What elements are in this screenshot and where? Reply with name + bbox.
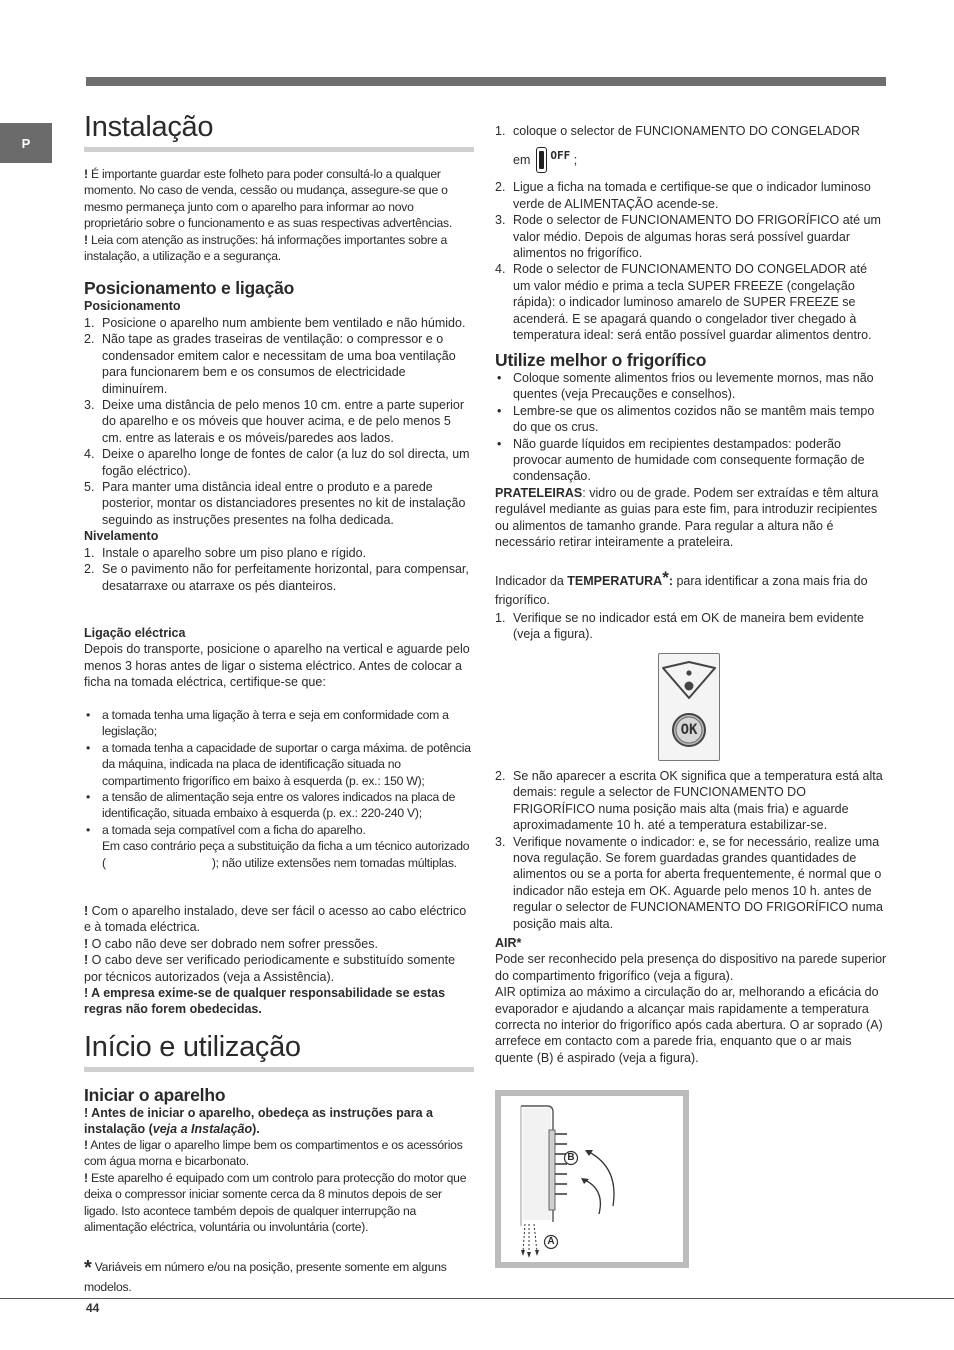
start-warning-end: ). (252, 1122, 260, 1137)
item-text: Posicione o aparelho num ambiente bem ventilado e não húmido. (102, 316, 466, 330)
temp-star: * (662, 568, 669, 587)
list-item (495, 834, 887, 932)
air-figure-panel (501, 1096, 683, 1262)
item-number: 2. (495, 180, 506, 195)
air-figure (495, 1090, 689, 1268)
warning-mark: ! (84, 167, 88, 181)
start-warning (84, 1105, 474, 1138)
warning-text: Com o aparelho instalado, deve ser fácil o acesso ao cabo eléctrico e à tomada eléctrica. (84, 904, 467, 935)
warning-text: O cabo não deve ser dobrado nem sofrer pressões. (88, 936, 378, 951)
list-item: • a tomada seja compatível com a ficha do aparelho. (84, 822, 474, 838)
list-item (495, 768, 887, 834)
item-text: coloque o selector de FUNCIONAMENTO DO CONGELADOR (513, 124, 861, 138)
intro-paragraph (84, 232, 474, 265)
air-text-1: Pode ser reconhecido pela presença do dispositivo na parede superior do compartimento frigorífico (veja a figura). (495, 952, 887, 983)
list-item: • a tomada tenha a capacidade de suportar o carga máxima. de potência da máquina, indicada na placa de identificação situada no compartimento frigorífico em baixo à esquerda (p. ex.: 150 W); (84, 740, 474, 789)
positioning-list-block (84, 315, 474, 594)
item-text: Se não aparecer a escrita OK significa que a temperatura está alta demais: regule a selector de FUNCIONAMENTO DO FRIGORÍFICO numa posição mais alta (mais fria) e aguarde aproximadamente 10 h. até a temperatura estabilizar-se. (513, 769, 883, 833)
temperature-steps-1 (495, 610, 887, 643)
top-rule (86, 77, 886, 86)
list-item (84, 397, 474, 446)
air-flow-illustration (501, 1096, 683, 1262)
item-number: 1. (84, 545, 95, 560)
title-installation: Instalação (84, 110, 474, 152)
electrical-continuation (84, 838, 474, 871)
start-warning-text: ! Antes de iniciar o aparelho, obedeça as instruções para a instalação ( (84, 1106, 433, 1137)
list-item (84, 315, 474, 331)
heading-start-appliance: Iniciar o aparelho (84, 1085, 226, 1105)
list-item (495, 610, 887, 643)
list-item (84, 479, 474, 528)
off-prefix: em (513, 153, 531, 168)
list-item (495, 123, 887, 173)
list-item: • Lembre-se que os alimentos cozidos não se mantêm mais tempo do que os crus. (495, 403, 887, 436)
note-text: Antes de ligar o aparelho limpe bem os compartimentos e os acessórios com água morna e bicarbonato. (84, 1138, 463, 1169)
note-text: Este aparelho é equipado com um controlo para protecção do motor que deixa o compressor iniciar somente cerca da 8 minutos depois de ser ligado. Isto acontece também depois de qualquer interrupção na alimentação eléctrica, voluntária ou involuntária (corte). (84, 1170, 467, 1235)
warning-mark: ! (84, 1138, 88, 1152)
thermometer-drop-icon (659, 654, 719, 760)
item-number: 3. (84, 398, 95, 413)
item-number: 1. (84, 316, 95, 330)
continuation-text: Em caso contrário peça a substituição da ficha a um técnico autorizado ( (102, 839, 470, 870)
footnote (84, 1258, 474, 1297)
warning-mark: ! (84, 1170, 88, 1185)
item-text: Ligue a ficha na tomada e certifique-se que o indicador luminoso verde de ALIMENTAÇÃO acende-se. (513, 180, 871, 211)
item-text: Deixe uma distância de pelo menos 10 cm. entre a parte superior do aparelho e os móveis que houver acima, e de pelo menos 5 cm. entre as laterais e os móveis/paredes aos lados. (102, 398, 464, 445)
list-item (495, 261, 887, 343)
footnote-paragraph (84, 1258, 474, 1297)
installation-intro (84, 166, 474, 264)
air-title: AIR* (495, 936, 522, 950)
bottom-rule (0, 1298, 954, 1299)
warning-mark: ! (84, 953, 89, 968)
item-number: 4. (84, 447, 95, 462)
heading-use-better: Utilize melhor o frigorífico (495, 350, 707, 370)
shelves-text: : vidro ou de grade. Podem ser extraídas e têm altura regulável mediante as guias para este fim, para introduzir recipientes ou alimentos de tamanho grande. Para regular a altura não é necessário retirar inteiramente a prateleira. (495, 485, 879, 550)
list-item (84, 331, 474, 397)
start-notes (84, 1137, 474, 1235)
note-paragraph (84, 1170, 474, 1236)
list-item: • a tomada tenha uma ligação à terra e seja em conformidade com a legislação; (84, 707, 474, 740)
off-suffix: ; (573, 153, 578, 168)
electrical-warnings (84, 903, 474, 1018)
section-start (84, 1030, 474, 1072)
item-number: 2. (495, 769, 506, 783)
list-item (84, 561, 474, 594)
item-text: Verifique se no indicador está em OK de maneira bem evidente (veja a figura). (513, 611, 864, 642)
list-item: • Não guarde líquidos em recipientes destampados: poderão provocar aumento de humidade com consequente formação de condensação. (495, 436, 887, 485)
item-text: Rode o selector de FUNCIONAMENTO DO FRIGORÍFICO até um valor médio. Depois de algumas horas será possível guardar alimentos no frigorífico. (513, 213, 881, 261)
title-start: Início e utilização (84, 1030, 474, 1072)
list-item (84, 446, 474, 479)
air-block (495, 935, 887, 1066)
page-number: 44 (86, 1301, 100, 1315)
item-number: 1. (495, 611, 506, 625)
temperature-intro (495, 568, 887, 610)
temp-prefix: Indicador da (495, 574, 568, 588)
item-text: Para manter uma distância ideal entre o produto e a parede posterior, montar os distanciadores presentes no kit de instalação seguindo as instruções presentes na folha dedicada. (102, 480, 466, 527)
warning-mark: ! (84, 232, 88, 247)
footnote-text: Variáveis em número e/ou na posição, presente somente em alguns modelos. (84, 1260, 447, 1294)
temp-label: TEMPERATURA (567, 574, 663, 588)
language-tab (0, 123, 52, 163)
use-bullet-list (495, 370, 887, 485)
electrical-text: Depois do transporte, posicione o aparelho na vertical e aguarde pelo menos 3 horas antes de ligar o sistema eléctrico. Antes de colocar a ficha na tomada eléctrica, certifique-se que: (84, 642, 470, 690)
list-item: • Coloque somente alimentos frios ou levemente mornos, mas não quentes (veja Precauções e conselhos). (495, 370, 887, 403)
item-number: 2. (84, 562, 95, 577)
intro-text: É importante guardar este folheto para poder consultá-lo a qualquer momento. No caso de venda, cessão ou mudança, assegure-se que o mesmo permaneça junto com o aparelho para informar ao novo proprietário sobre o funcionamento e as suas respectivas advertências. (84, 167, 452, 231)
electrical-bullets-block (84, 707, 474, 871)
section-installation (84, 110, 474, 152)
item-number: 2. (84, 332, 95, 347)
warning-paragraph (84, 903, 474, 936)
continuation-text: ); não utilize extensões nem tomadas múltiplas. (211, 855, 457, 870)
item-text: Rode o selector de FUNCIONAMENTO DO CONGELADOR até um valor médio e prima a tecla SUPER FREEZE (congelação rápida): o indicador luminoso amarelo de SUPER FREEZE se acenderá. E se apagará quando o congelador tiver chegado à temperatura ideal: será então possível guardar alimentos dentro. (513, 262, 872, 343)
footnote-star: * (84, 1257, 92, 1279)
ok-label: OK (680, 722, 698, 738)
temperature-steps-2 (495, 768, 887, 932)
temp-text: para identificar a zona mais fria do frigorífico. (495, 574, 868, 607)
air-label-a: A (547, 1236, 555, 1247)
item-text: Deixe o aparelho longe de fontes de calor (a luz do sol directa, um fogão eléctrico). (102, 447, 470, 478)
note-paragraph (84, 1137, 474, 1170)
leveling-list (84, 545, 474, 594)
item-number: 5. (84, 480, 95, 495)
start-steps-block (495, 123, 887, 343)
item-text: Se o pavimento não for perfeitamente horizontal, para compensar, desatarraxe ou atarraxe os pés dianteiros. (102, 562, 469, 593)
list-item (495, 179, 887, 212)
item-text: Não tape as grades traseiras de ventilação: o compressor e o condensador emitem calor e necessitam de uma boa ventilação para funcionarem bem e os consumos de electricidade diminuírem. (102, 332, 456, 396)
language-tab-label: P (21, 135, 31, 151)
electrical-bullet-list (84, 707, 474, 838)
subheading-positioning: Posicionamento (84, 299, 181, 313)
temperature-indicator-figure (658, 653, 720, 761)
shelves-label: PRATELEIRAS (495, 485, 583, 500)
intro-paragraph (84, 166, 474, 232)
heading-positioning: Posicionamento e ligação (84, 278, 295, 298)
shelves-paragraph (495, 485, 887, 551)
off-label: OFF (550, 149, 571, 163)
list-item (495, 212, 887, 261)
temp-colon: : (668, 574, 673, 588)
positioning-heading-block (84, 278, 474, 314)
start-steps-list (495, 123, 887, 343)
temperature-steps-block (495, 768, 887, 932)
item-text: Instale o aparelho sobre um piso plano e rígido. (102, 545, 367, 560)
use-block (495, 350, 887, 550)
item-number: 3. (495, 213, 506, 228)
electrical-block (84, 625, 474, 691)
warning-paragraph (84, 952, 474, 985)
warning-paragraph (84, 936, 474, 952)
list-item: • a tensão de alimentação seja entre os valores indicados na placa de identificação, situada embaixo à esquerda (p. ex.: 220-240 V); (84, 789, 474, 822)
warning-text: O cabo deve ser verificado periodicamente e substituído somente por técnicos autorizados (veja a Assistência). (84, 953, 456, 984)
item-number: 3. (495, 834, 506, 849)
intro-text: Leia com atenção as instruções: há informações importantes sobre a instalação, a utilização e a segurança. (84, 232, 448, 264)
list-item (84, 545, 474, 561)
subheading-electrical: Ligação eléctrica (84, 626, 186, 640)
subheading-leveling: Nivelamento (84, 529, 159, 544)
positioning-list (84, 315, 474, 528)
item-number: 1. (495, 124, 506, 138)
start-warning-ref: veja a Instalação (152, 1122, 253, 1137)
air-text-2: AIR optimiza ao máximo a circulação do ar, melhorando a eficácia do evaporador e ajudando a alcançar mais rapidamente a temperatura correcta no interior do frigorífico após cada abertura. O ar soprado (A) arrefece em contacto com a parede fria, enquanto que o ar mais quente (B) é aspirado (veja a figura). (495, 985, 883, 1065)
air-label-b: B (567, 1152, 575, 1163)
start-block (84, 1085, 474, 1138)
off-position-line (513, 147, 577, 173)
item-number: 4. (495, 262, 506, 277)
temperature-block (495, 568, 887, 643)
warning-mark: ! (84, 904, 89, 918)
knob-icon (536, 147, 547, 173)
item-text: Verifique novamente o indicador: e, se for necessário, realize uma nova regulação. Se forem guardadas grandes quantidades de alimentos ou se a porta for aberta frequentemente, é normal que o indicador não esteja em OK. Aguarde pelo menos 10 h. antes de regular o selector de FUNCIONAMENTO DO FRIGORÍFICO numa posição mais alta. (513, 834, 883, 931)
liability-warning: ! A empresa exime-se de qualquer responsabilidade se estas regras não forem obedecidas. (84, 986, 446, 1017)
warning-mark: ! (84, 936, 89, 951)
